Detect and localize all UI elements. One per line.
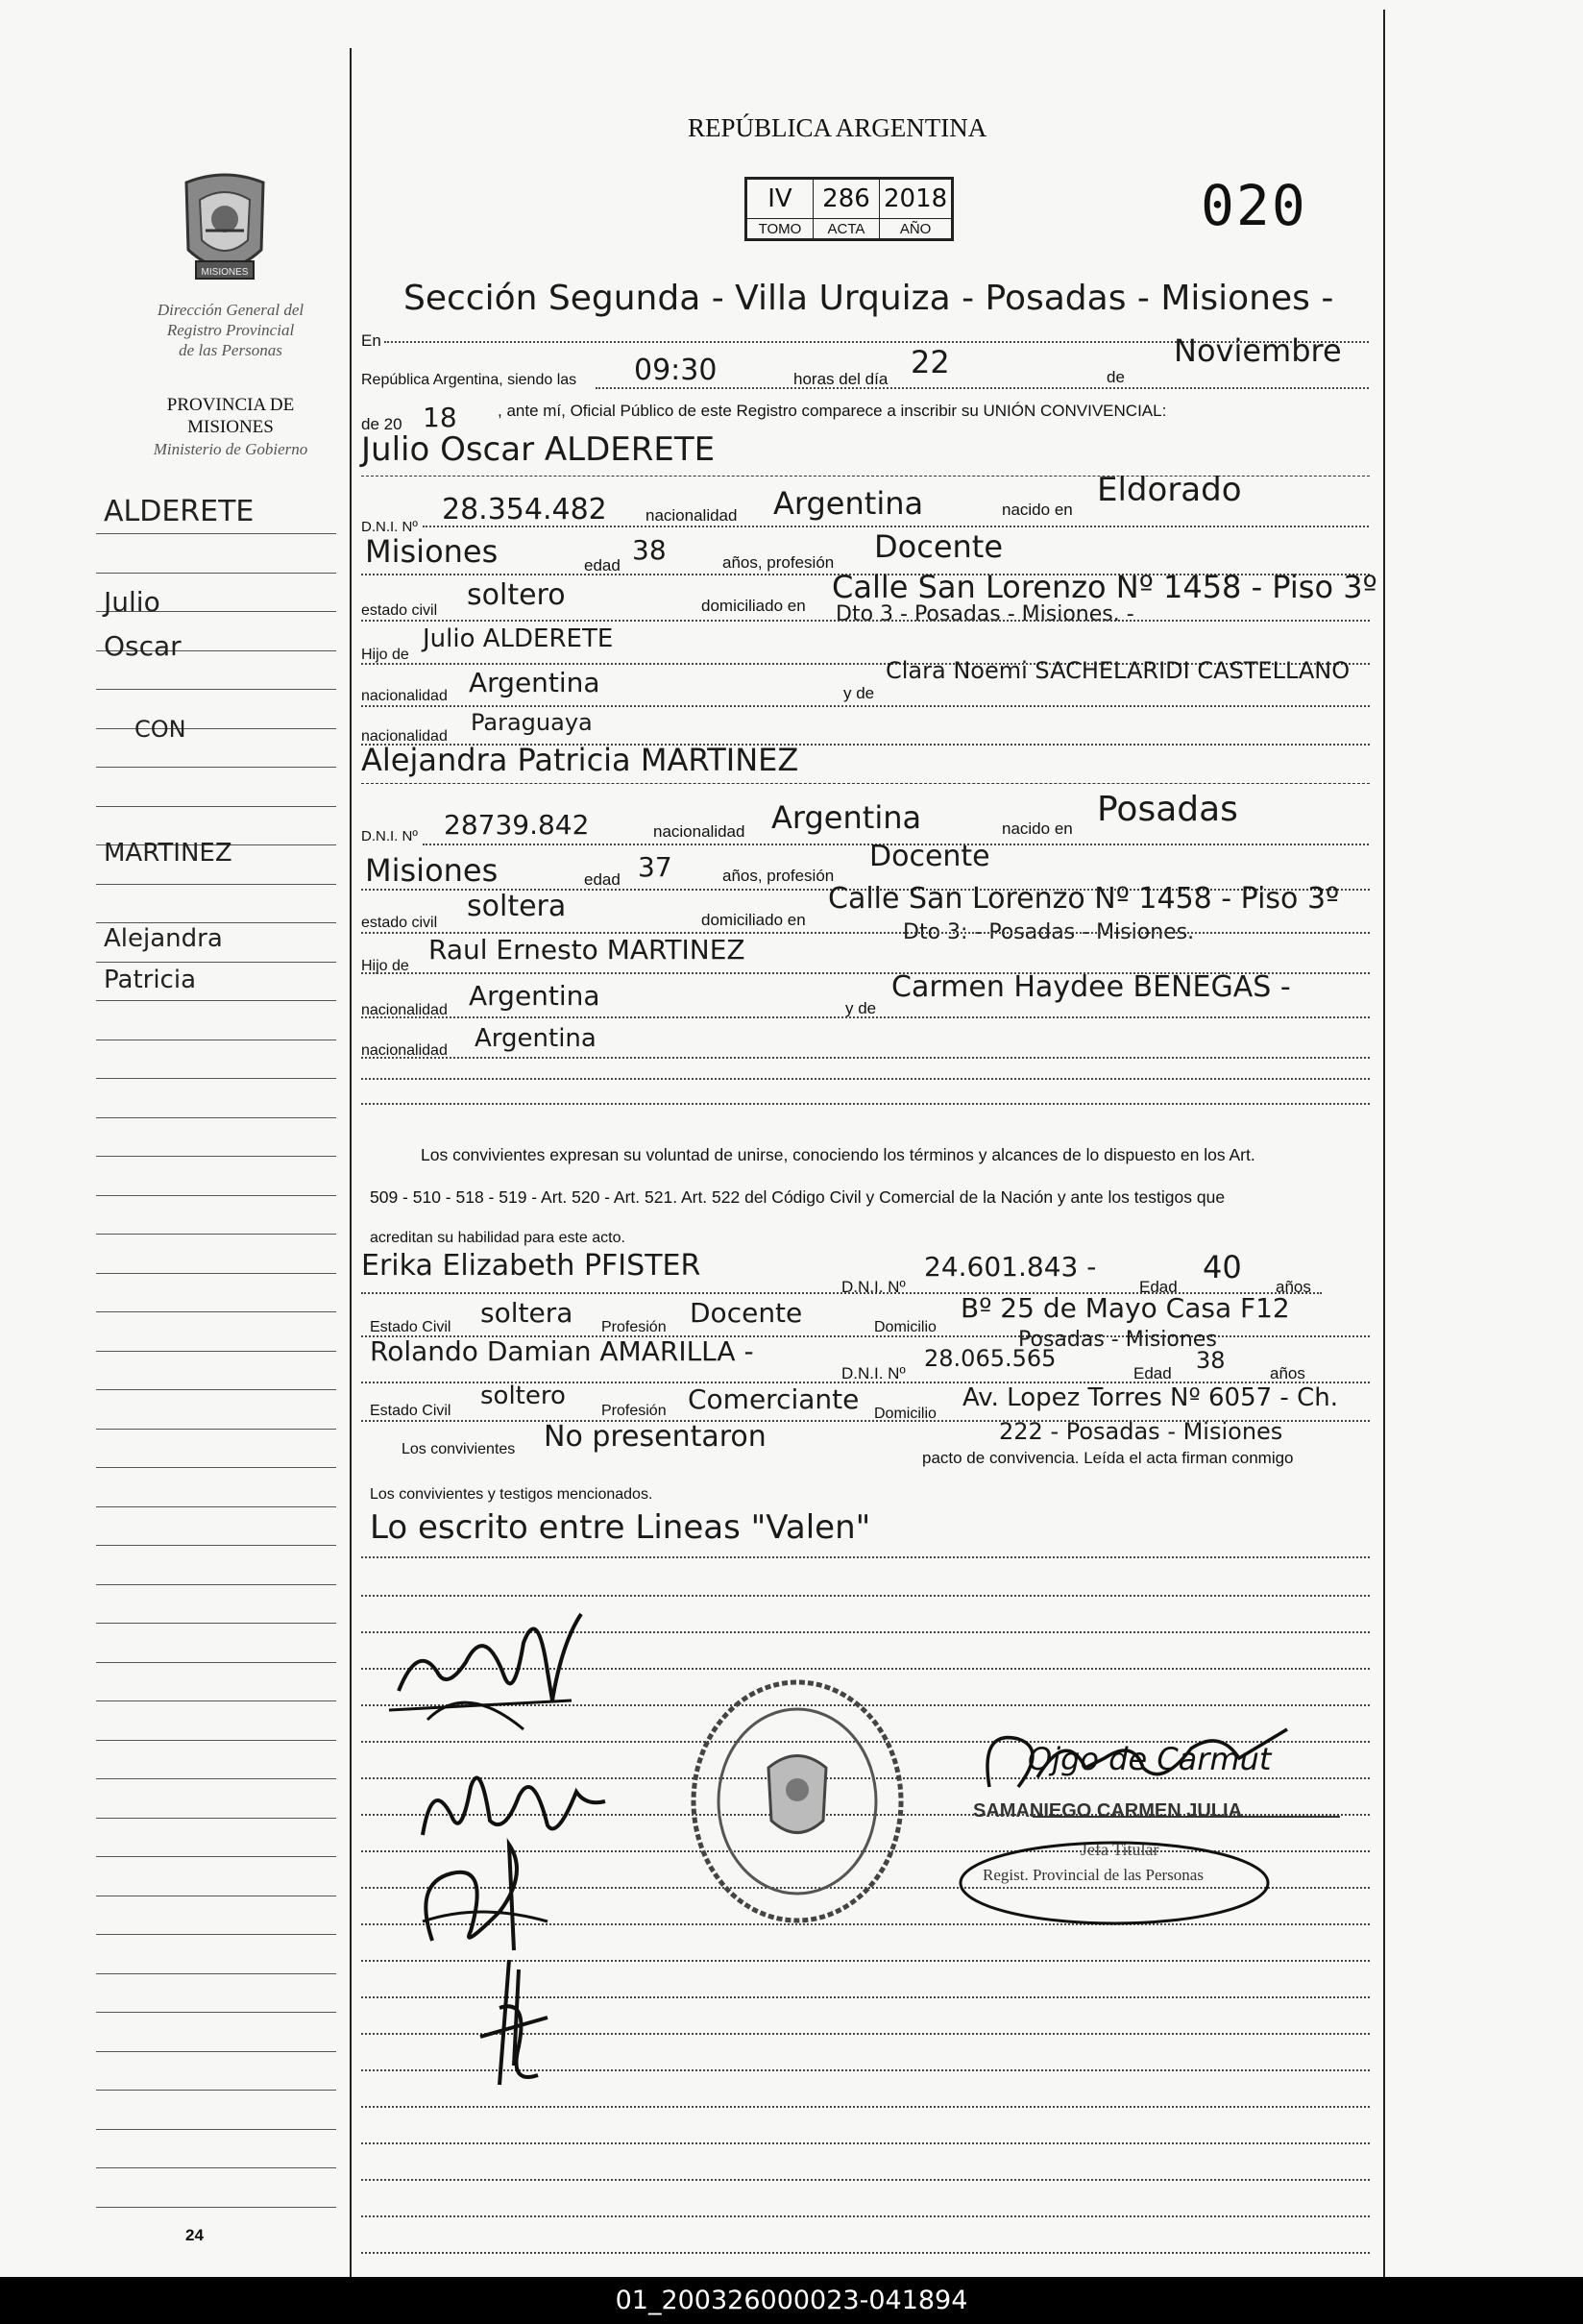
witness1-civil-label: Estado Civil	[370, 1319, 451, 1335]
ano-label: AÑO	[880, 219, 952, 239]
tomo-value: IV	[747, 180, 814, 219]
margin-rule	[96, 767, 336, 768]
scan-id-footer: 01_200326000023-041894	[0, 2277, 1583, 2324]
signature-rule	[361, 2252, 1370, 2254]
time-value: 09:30	[634, 354, 718, 387]
party1-father: Julio ALDERETE	[423, 624, 614, 653]
party1-born-city: Eldorado	[1097, 471, 1242, 509]
document-title: REPÚBLICA ARGENTINA	[688, 113, 987, 142]
page-number: 24	[185, 2226, 204, 2244]
witness2-dni-label: D.N.I. Nº	[841, 1364, 906, 1382]
margin-rule	[96, 1584, 336, 1585]
blank-rule-1	[361, 1078, 1370, 1080]
month-value: Noviembre	[1174, 332, 1342, 369]
witness2-profession: Comerciante	[688, 1383, 860, 1415]
witness1-age: 40	[1203, 1249, 1242, 1285]
signature-witness1	[403, 1825, 567, 1960]
party2-mother-rule	[361, 1016, 1370, 1018]
party2-name-rule	[361, 783, 1370, 784]
witness1-prof-label: Profesión	[601, 1319, 667, 1335]
blank-rule-2	[361, 1103, 1370, 1105]
party2-mother-nationality: Argentina	[475, 1024, 597, 1053]
margin-given-1a: Julio	[104, 586, 160, 618]
year-suffix: 18	[423, 402, 457, 433]
party1-father-nac-label: nacionalidad	[361, 688, 448, 704]
party2-age: 37	[638, 851, 672, 883]
margin-rule	[96, 1234, 336, 1235]
margin-rule	[96, 1545, 336, 1546]
witness2-address2: Av. Lopez Torres Nº 6057 - Ch.	[962, 1383, 1338, 1412]
coat-of-arms-seal	[177, 173, 273, 286]
party2-dom-label: domiciliado en	[701, 911, 806, 929]
party1-civil-label: estado civil	[361, 602, 438, 619]
party1-mother-nationality: Paraguaya	[471, 709, 593, 736]
witness1-edad-label: Edad	[1139, 1278, 1178, 1296]
date-rule	[596, 387, 1369, 389]
party2-nac-label: nacionalidad	[653, 822, 745, 841]
party2-name: Alejandra Patricia MARTINEZ	[361, 742, 799, 778]
pact-value: No presentaron	[544, 1420, 767, 1454]
party2-nacido-label: nacido en	[1002, 820, 1073, 838]
margin-rule	[96, 1662, 336, 1663]
party2-dni-label: D.N.I. Nº	[361, 828, 418, 844]
witness1-dni: 24.601.843 -	[924, 1251, 1097, 1283]
party2-father-nationality: Argentina	[469, 980, 600, 1012]
margin-rule	[96, 1117, 336, 1118]
place-value: Sección Segunda - Villa Urquiza - Posadas - Misiones -	[403, 279, 1334, 318]
party2-edad-label: edad	[584, 870, 621, 889]
party1-profession: Docente	[874, 528, 1004, 565]
party1-civil-rule	[361, 620, 1370, 622]
de-label: de	[1107, 368, 1125, 386]
official-round-stamp	[687, 1676, 908, 1926]
en-label: En	[361, 331, 381, 350]
margin-rule	[96, 1273, 336, 1274]
tomo-label: TOMO	[747, 219, 814, 239]
witness2-prof-label: Profesión	[601, 1403, 667, 1419]
province-line-1: PROVINCIA DE	[166, 395, 295, 415]
margin-rule	[96, 2012, 336, 2013]
margin-rule	[96, 1195, 336, 1196]
margin-rule	[96, 1778, 336, 1779]
acta-value: 286	[814, 180, 880, 219]
margin-rule	[96, 533, 336, 534]
note-rule	[361, 1556, 1370, 1558]
pact-text: pacto de convivencia. Leída el acta firman conmigo	[922, 1449, 1294, 1467]
witness1-civil: soltera	[480, 1297, 573, 1329]
party1-age: 38	[632, 534, 667, 566]
party1-nac-label: nacionalidad	[645, 506, 738, 525]
party2-hijo-label: Hijo de	[361, 958, 409, 974]
department-line-3: de las Personas	[179, 341, 282, 359]
margin-rule	[96, 1311, 336, 1312]
margin-rule	[96, 1506, 336, 1507]
province-line-2: MISIONES	[187, 417, 274, 437]
witness1-address: Bº 25 de Mayo Casa F12	[961, 1292, 1290, 1324]
signature-rule	[361, 2142, 1370, 2144]
party2-address2: Dto 3: - Posadas - Misiones.	[903, 920, 1195, 944]
horas-label: horas del día	[793, 370, 889, 388]
year-prefix: de 20	[361, 415, 402, 433]
witness1-dni-label: D.N.I. Nº	[841, 1278, 906, 1296]
margin-surname-2: MARTINEZ	[104, 839, 232, 868]
margin-surname-1: ALDERETE	[104, 495, 255, 528]
party1-address1: Calle San Lorenzo Nº 1458 - Piso 3º	[832, 569, 1377, 605]
margin-rule	[96, 2051, 336, 2052]
party1-dni-rule	[423, 526, 1369, 527]
party2-address1: Calle San Lorenzo Nº 1458 - Piso 3º	[828, 882, 1340, 916]
margin-rule	[96, 1856, 336, 1857]
margin-rule	[96, 1934, 336, 1935]
svg-text:MISIONES: MISIONES	[201, 267, 249, 278]
margin-given-1b: Oscar	[104, 630, 182, 662]
officer-office: Regist. Provincial de las Personas	[983, 1866, 1204, 1884]
party1-hijo-label: Hijo de	[361, 647, 409, 663]
statement-line-2: 509 - 510 - 518 - 519 - Art. 520 - Art. 521. Art. 522 del Código Civil y Comercial de la Nación y ante los testigos que	[370, 1187, 1226, 1207]
ano-value: 2018	[880, 180, 952, 219]
signature-party1	[379, 1585, 610, 1739]
margin-rule	[96, 1000, 336, 1001]
party1-nationality: Argentina	[773, 485, 924, 522]
statement-line-1: Los convivientes expresan su voluntad de unirse, conociendo los términos y alcances de lo dispuesto en los Art.	[421, 1145, 1255, 1164]
margin-rule	[96, 1156, 336, 1157]
witness2-anos-label: años	[1270, 1364, 1305, 1382]
party1-address2: Dto 3 - Posadas - Misiones. -	[836, 602, 1134, 626]
officer-name: SAMANIEGO CARMEN JULIA	[973, 1800, 1243, 1822]
party2-father-nac-label: nacionalidad	[361, 1002, 448, 1018]
signature-rule	[361, 2179, 1370, 2181]
witness2-address3: 222 - Posadas - Misiones	[999, 1418, 1283, 1445]
party2-prof-label: años, profesión	[722, 867, 835, 885]
margin-rule	[96, 922, 336, 923]
margin-rule	[96, 2129, 336, 2130]
signature-rule	[361, 2215, 1370, 2217]
party2-dni: 28739.842	[444, 809, 590, 841]
party1-civil: soltero	[467, 578, 566, 612]
witness2-address1: Posadas - Misiones	[1018, 1328, 1217, 1352]
party1-dni: 28.354.482	[442, 493, 607, 526]
right-border-line	[1383, 10, 1385, 2277]
department-line-2: Registro Provincial	[166, 321, 295, 339]
signature-rule	[361, 2106, 1370, 2108]
party1-name: Julio Oscar ALDERETE	[361, 430, 716, 469]
party2-mother: Carmen Haydee BENEGAS -	[891, 970, 1291, 1004]
margin-rule	[96, 2090, 336, 2091]
party1-dom-label: domiciliado en	[701, 597, 806, 615]
margin-rule	[96, 2207, 336, 2208]
witness2-civil: soltero	[480, 1382, 566, 1410]
margin-rule	[96, 2167, 336, 2168]
record-reference-box	[744, 177, 954, 241]
republica-label: República Argentina, siendo las	[361, 372, 577, 388]
margin-rule	[96, 1078, 336, 1079]
witness1-profession: Docente	[690, 1297, 803, 1329]
acta-label: ACTA	[814, 219, 880, 239]
signature-witness2	[461, 1950, 567, 2094]
margin-rule	[96, 884, 336, 885]
margin-rule	[96, 1623, 336, 1624]
party1-yde-label: y de	[843, 684, 875, 702]
witness1-name: Erika Elizabeth PFISTER	[361, 1249, 701, 1283]
department-line-1: Dirección General del	[157, 301, 304, 319]
margin-rule	[96, 1429, 336, 1430]
closing-text: Los convivientes y testigos mencionados.	[370, 1486, 653, 1503]
party2-civil: soltera	[467, 890, 567, 923]
party1-prof-label: años, profesión	[722, 553, 835, 572]
party1-edad-label: edad	[584, 556, 621, 575]
party2-profession: Docente	[869, 840, 990, 873]
ministry-label: Ministerio de Gobierno	[153, 440, 308, 458]
margin-rule	[96, 573, 336, 574]
margin-rule	[96, 1740, 336, 1741]
party1-mother: Clara Noemi SACHELARIDI CASTELLANO	[886, 657, 1351, 684]
party1-mother-nac-label: nacionalidad	[361, 728, 448, 745]
act-number: 020	[1201, 173, 1307, 238]
margin-rule	[96, 1467, 336, 1468]
witness2-civil-label: Estado Civil	[370, 1403, 451, 1419]
margin-rule	[96, 806, 336, 807]
day-value: 22	[911, 344, 950, 380]
party1-born-prov: Misiones	[365, 533, 499, 570]
margin-given-2b: Patricia	[104, 966, 197, 994]
witness2-name: Rolando Damian AMARILLA -	[370, 1335, 754, 1367]
party2-mother-nac-rule	[361, 1057, 1370, 1059]
margin-rule	[96, 728, 336, 729]
officer-title: Jefa Titular	[1081, 1840, 1159, 1859]
witness2-dni: 28.065.565	[924, 1345, 1057, 1372]
registry-department	[125, 300, 336, 360]
statement-line-3: acreditan su habilidad para este acto.	[370, 1230, 625, 1246]
witness2-age: 38	[1196, 1347, 1226, 1374]
margin-rule	[96, 1973, 336, 1974]
pact-label: Los convivientes	[402, 1441, 516, 1457]
witness2-edad-label: Edad	[1133, 1364, 1172, 1382]
party2-mother-nac-label: nacionalidad	[361, 1042, 448, 1059]
note-value: Lo escrito entre Lineas "Valen"	[370, 1508, 871, 1547]
ante-text: , ante mí, Oficial Público de este Registro comparece a inscribir su UNIÓN CONVIVENCIAL:	[498, 402, 1167, 420]
party2-born-city: Posadas	[1097, 790, 1238, 829]
margin-rule	[96, 1700, 336, 1701]
officer-name-strike	[1033, 1816, 1340, 1818]
party1-father-nationality: Argentina	[469, 667, 600, 698]
margin-con: CON	[134, 716, 186, 743]
margin-rule	[96, 689, 336, 690]
margin-given-2a: Alejandra	[104, 924, 223, 953]
officer-signature: Ojgo de Carmut	[1028, 1741, 1272, 1777]
province-label	[125, 394, 336, 438]
officer-oval-mark	[951, 1835, 1278, 1931]
margin-rule	[96, 1389, 336, 1390]
margin-rule	[96, 1351, 336, 1352]
margin-rule	[96, 962, 336, 963]
party2-father: Raul Ernesto MARTINEZ	[428, 934, 745, 966]
party1-nacido-label: nacido en	[1002, 501, 1073, 519]
witness2-dom-label: Domicilio	[874, 1406, 937, 1422]
party2-civil-label: estado civil	[361, 915, 438, 931]
witness1-anos-label: años	[1276, 1278, 1311, 1296]
party2-yde-label: y de	[845, 999, 877, 1017]
party2-born-prov: Misiones	[365, 852, 499, 889]
witness1-dom-label: Domicilio	[874, 1319, 937, 1335]
party1-dni-label: D.N.I. Nº	[361, 519, 418, 535]
party1-mother-rule	[361, 705, 1370, 707]
margin-rule	[96, 1818, 336, 1819]
party2-nationality: Argentina	[771, 799, 922, 836]
left-binding-line	[350, 48, 352, 2277]
